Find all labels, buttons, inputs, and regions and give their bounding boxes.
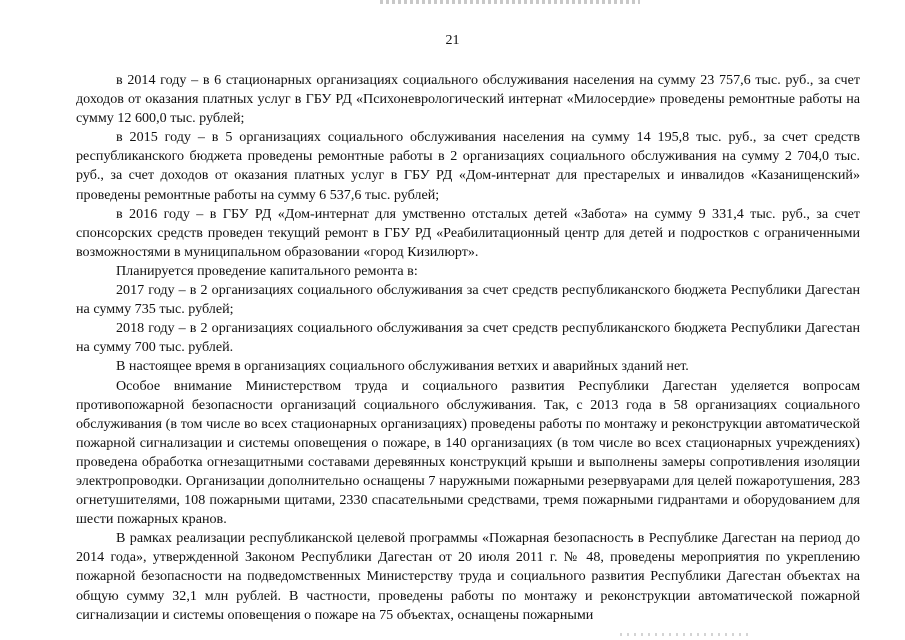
paragraph-2016: в 2016 году – в ГБУ РД «Дом-интернат для умственно отсталых детей «Забота» на сумму 9 331,4 тыс. руб., за счет спонсорских средств проведен текущий ремонт в ГБУ РД «Реабилитационный центр для детей и подростков с ограниченными возможностями в муниципальном образовании «город Кизилюрт». xyxy=(76,205,860,260)
paragraph-planned-repair: Планируется проведение капитального ремонта в: xyxy=(116,262,418,279)
page-number: 21 xyxy=(445,33,460,48)
paragraph-fire-safety: Особое внимание Министерством труда и социального развития Республики Дагестан уделяется вопросам противопожарной безопасности организаций социального обслуживания. Так, с 2013 года в 58 организациях социального обслуживания (в том числе во всех стационарных организациях) проведены работы по монтажу и реконструкции автоматической пожарной сигнализации и системы оповещения о пожаре, в 140 организациях (в том числе во всех стационарных учреждениях) проведена обработка огнезащитными составами деревянных конструкций крыши и выполнены замеры сопротивления изоляции электропроводки. Организации дополнительно оснащены 7 наружными пожарными резервуарами для целей пожаротушения, 283 огнетушителями, 108 пожарными щитами, 2330 спасательными средствами, тремя пожарными гидрантами и оборудованием для шести пожарных кранов. xyxy=(76,377,860,528)
paragraph-2018: 2018 году – в 2 организациях социального обслуживания за счет средств республиканского бюджета Республики Дагестан на сумму 700 тыс. рублей. xyxy=(76,320,860,356)
paragraph-fire-program: В рамках реализации республиканской целевой программы «Пожарная безопасность в Республике Дагестан на период до 2014 года», утвержденной Законом Республики Дагестан от 20 июля 2011 г. № 48, проведены мероприятия по укреплению пожарной безопасности на подведомственных Министерству труда и социального развития Республики Дагестан объектах на общую сумму 32,1 млн рублей. В частности, проведены работы по монтажу и реконструкции автоматической пожарной сигнализации и системы оповещения о пожаре на 75 объектах, оснащены пожарными xyxy=(76,530,860,623)
paragraph-2014: в 2014 году – в 6 стационарных организациях социального обслуживания населения на сумму 23 757,6 тыс. руб., за счет доходов от оказания платных услуг в ГБУ РД «Психоневрологический интернат «Милосердие» проведены ремонтные работы на сумму 12 600,0 тыс. рублей; xyxy=(76,72,860,127)
scan-artifact-top xyxy=(380,0,640,4)
document-body xyxy=(76,71,860,625)
scan-artifact-bottom xyxy=(620,633,750,636)
paragraph-2017: 2017 году – в 2 организациях социального обслуживания за счет средств республиканского бюджета Республики Дагестан на сумму 735 тыс. рублей; xyxy=(76,282,860,318)
paragraph-2015: в 2015 году – в 5 организациях социального обслуживания населения на сумму 14 195,8 тыс. руб., за счет средств республиканского бюджета проведены ремонтные работы в 2 организациях социального обслуживания на сумму 2 704,0 тыс. руб., за счет доходов от оказания платных услуг в ГБУ РД «Дом-интернат для престарелых и инвалидов «Казанищенский» проведены ремонтные работы на сумму 6 537,6 тыс. рублей; xyxy=(76,129,860,203)
paragraph-no-dilapidated-buildings: В настоящее время в организациях социального обслуживания ветхих и аварийных зданий нет. xyxy=(116,358,689,375)
